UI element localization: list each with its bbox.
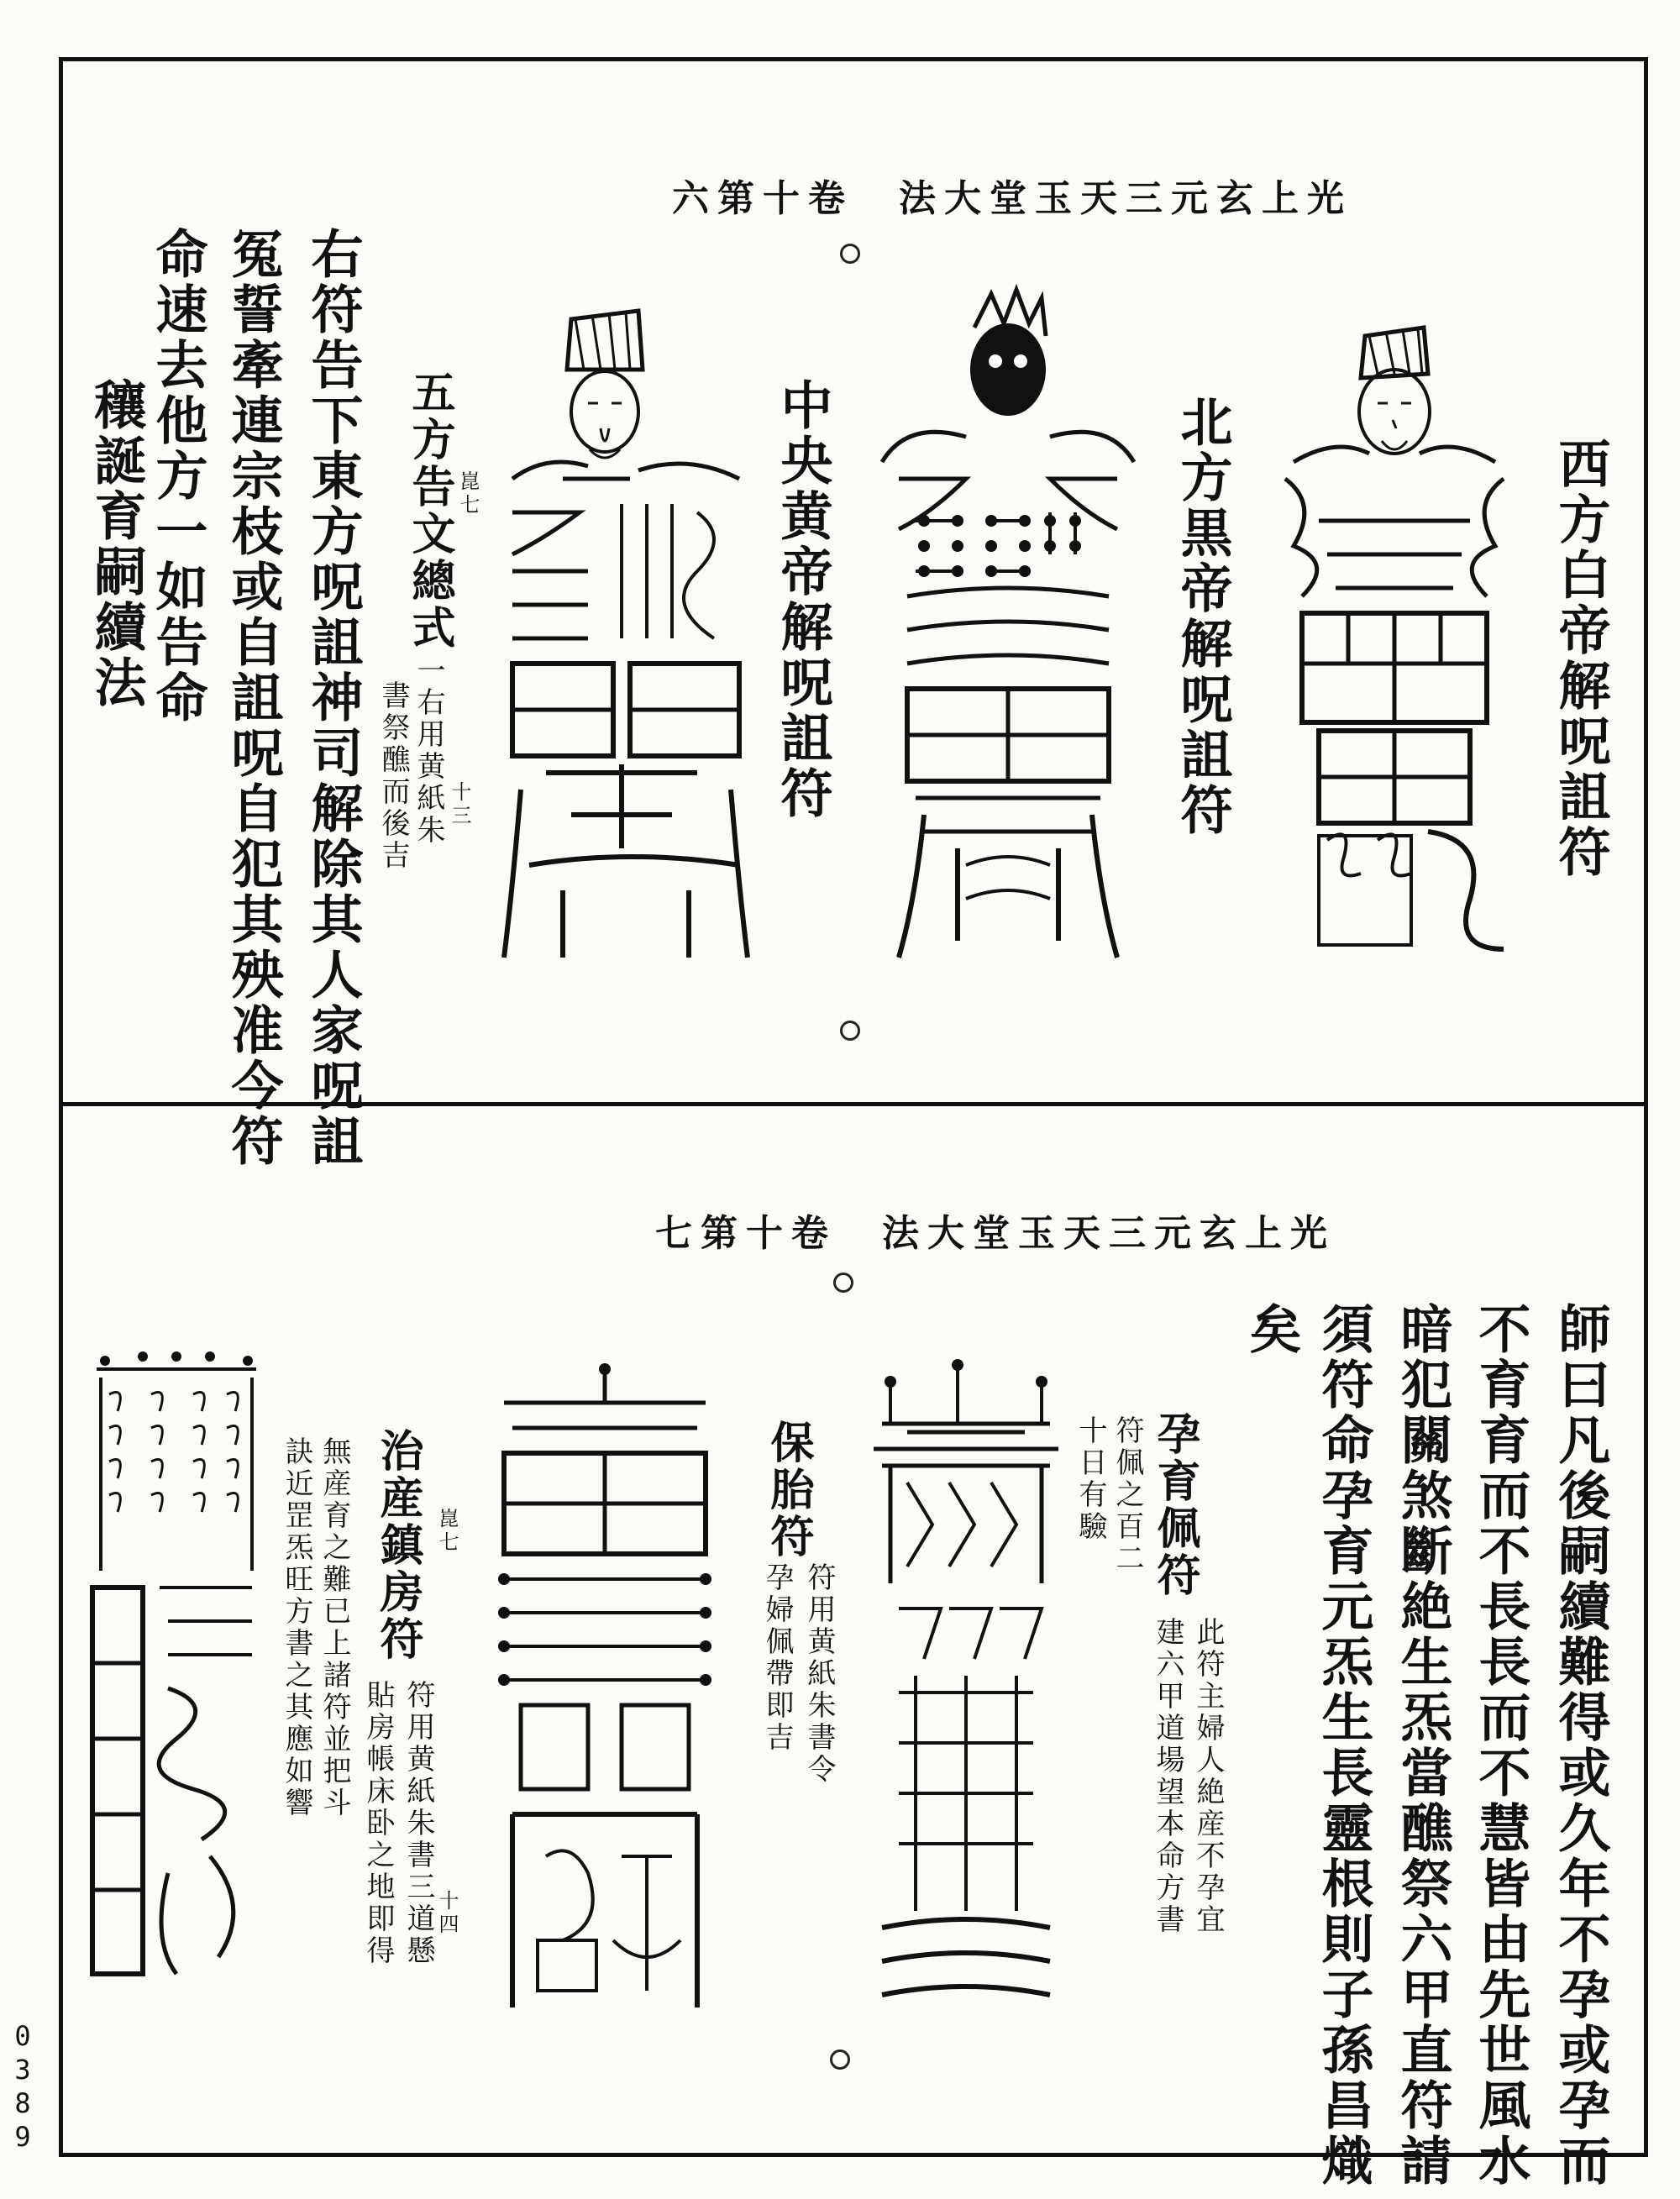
fertility-note-4: 十日有驗 — [1074, 1415, 1107, 1543]
text-column-2: 不育育而不長長而不慧皆由先世風水 — [1470, 1302, 1531, 2189]
fetal-protection-title: 保胎符 — [763, 1420, 814, 1561]
childbirth-note-3: 無産育之難已上諸符並把斗 — [318, 1436, 351, 1819]
section-title-rangdan: 穰誕育嗣續法 — [86, 378, 147, 711]
childbirth-mark-2: 十四 — [435, 1890, 459, 1937]
childbirth-note-1: 符用黄紙朱書三道懸 — [402, 1680, 435, 1967]
fertility-note-2: 建六甲道場望本命方書 — [1151, 1617, 1184, 1936]
page-number: 0389 — [7, 2020, 39, 2154]
fertility-talisman — [865, 1340, 1067, 2028]
binding-hole — [840, 244, 860, 264]
fetal-protection-note-1: 符用黄紙朱書令 — [802, 1562, 836, 1786]
fetal-protection-note-2: 孕婦佩帶即吉 — [760, 1562, 794, 1754]
childbirth-note-4: 訣近罡炁旺方書之其應如響 — [280, 1436, 313, 1819]
five-directions-note-2: 書祭醮而後吉 — [376, 680, 410, 872]
fertility-note-1: 此符主婦人絶産不孕宜 — [1191, 1617, 1225, 1936]
central-talisman-title: 中央黄帝解呪詛符 — [772, 378, 833, 821]
binding-hole — [830, 2049, 850, 2070]
deity-face — [1359, 370, 1430, 454]
fertility-note-3: 符佩之百二 — [1110, 1415, 1144, 1575]
childbirth-talisman-title: 治産鎮房符 — [372, 1428, 423, 1663]
dark-face — [970, 323, 1046, 416]
fetal-protection-talisman — [487, 1352, 722, 2024]
binding-hole — [840, 1021, 860, 1041]
five-directions-mark: 崑七 — [456, 470, 480, 517]
childbirth-mark: 崑七 — [435, 1508, 459, 1555]
instruction-column-1: 右符告下東方呪詛神司解除其人家呪詛 — [302, 227, 364, 1169]
north-talisman-title: 北方黒帝解呪詛符 — [1172, 395, 1233, 838]
binding-hole — [833, 1273, 853, 1293]
text-column-4: 須符命孕育元炁生長靈根則子孫昌熾 — [1313, 1302, 1374, 2189]
text-column-3: 暗犯關煞斷絶生炁當醮祭六甲直符請 — [1392, 1302, 1453, 2189]
west-talisman-title: 西方白帝解呪詛符 — [1550, 437, 1611, 880]
top-header: 光上玄元三天玉堂大法 卷十第六 — [672, 177, 1352, 220]
five-directions-title: 五方告文總式 — [404, 370, 455, 652]
panel-divider — [59, 1102, 1648, 1106]
instruction-column-2: 冤誓牽連宗枝或自詛呪自犯其殃准今符 — [223, 227, 284, 1169]
north-black-emperor-talisman — [874, 277, 1142, 974]
five-directions-mark-2: 十三 — [448, 781, 471, 828]
bottom-header: 光上玄元三天玉堂大法 卷十第七 — [655, 1212, 1336, 1255]
fertility-talisman-title: 孕育佩符 — [1149, 1411, 1200, 1599]
childbirth-talisman — [84, 1336, 269, 1991]
text-column-5: 矣 — [1241, 1302, 1302, 1357]
text-column-1: 師曰凡後嗣續難得或久年不孕或孕而 — [1550, 1302, 1611, 2189]
instruction-column-3: 命速去他方一如告命 — [147, 227, 208, 726]
west-white-emperor-talisman — [1268, 294, 1520, 966]
five-directions-note-1: 一右用黄紙朱 — [412, 655, 445, 847]
childbirth-note-2: 貼房帳床卧之地即得 — [361, 1680, 395, 1967]
central-yellow-emperor-talisman — [496, 286, 756, 974]
